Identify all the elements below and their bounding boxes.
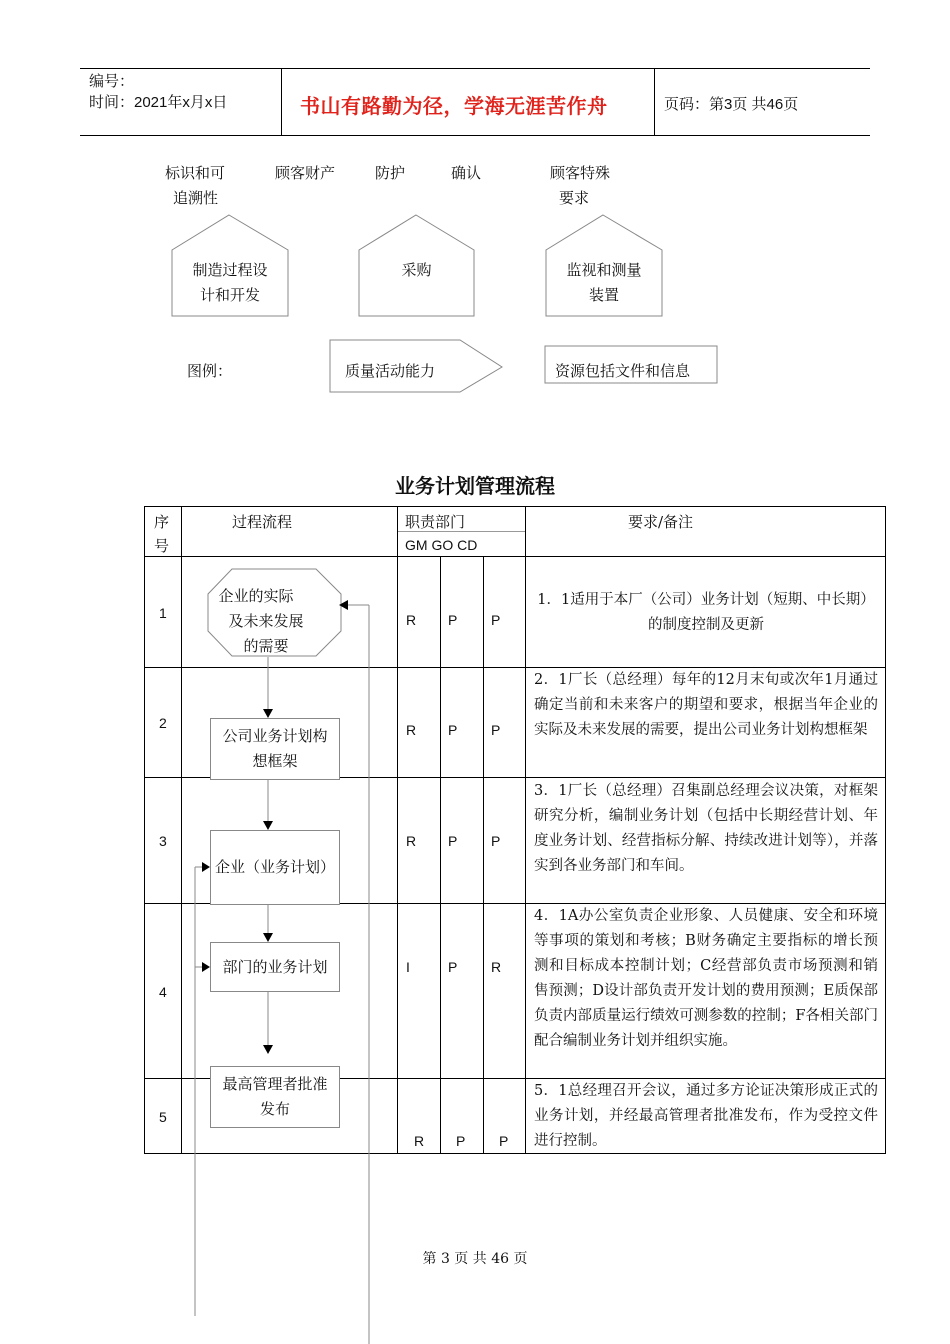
flow-arrowhead xyxy=(263,1045,273,1054)
feedback-arrowhead xyxy=(202,962,210,972)
flow-step-framework xyxy=(210,718,340,780)
role-gm: R xyxy=(406,833,417,849)
row-number: 4 xyxy=(159,984,167,1000)
header-process: 过程流程 xyxy=(232,513,293,531)
diagram-label-customer-property: 顾客财产 xyxy=(275,164,336,182)
flow-step-framework-line2: 想框架 xyxy=(252,752,298,770)
header-seq-2: 号 xyxy=(154,537,170,555)
header-seq-1: 序 xyxy=(154,513,170,531)
diagram-label-special-2: 要求 xyxy=(559,189,590,207)
flow-step-needs-line2: 及未来发展 xyxy=(228,612,304,630)
feedback-arrowhead xyxy=(202,862,210,872)
pentagon-purchase-line1: 采购 xyxy=(401,261,432,279)
row-number: 3 xyxy=(159,833,167,849)
header-page: 页码：第3页 共46页 xyxy=(664,96,799,113)
requirement-text: 5．1总经理召开会议，通过多方论证决策形成正式的业务计划，并经最高管理者批准发布，作为受控文件进行控制。 xyxy=(534,1083,878,1149)
diagram-label-special-1: 顾客特殊 xyxy=(550,164,611,182)
role-gm: R xyxy=(406,722,417,738)
flow-step-dept-plan xyxy=(210,942,340,992)
requirement-text: 1．1适用于本厂（公司）业务计划（短期、中长期）的制度控制及更新 xyxy=(537,592,875,633)
legend-label: 图例： xyxy=(187,362,233,380)
role-cd: R xyxy=(491,959,502,975)
flow-step-enterprise-line1: 企业（业务计划） xyxy=(214,858,335,876)
flow-step-approval-line2: 发布 xyxy=(259,1100,290,1118)
flow-step-framework-line1: 公司业务计划构 xyxy=(222,727,328,745)
header-dept-codes: GM GO CD xyxy=(405,537,478,553)
legend-arrow-text: 质量活动能力 xyxy=(345,362,436,380)
flow-step-needs-line3: 的需要 xyxy=(243,637,289,655)
role-gm: R xyxy=(414,1133,425,1149)
page-footer: 第 3 页 共 46 页 xyxy=(422,1251,528,1267)
diagram-label-traceability-2: 追溯性 xyxy=(173,189,219,207)
role-go: P xyxy=(448,722,458,738)
legend-box-text: 资源包括文件和信息 xyxy=(555,362,691,380)
role-cd: P xyxy=(491,612,501,628)
role-go: P xyxy=(448,612,458,628)
pentagon-monitor-line2: 装置 xyxy=(588,286,619,304)
role-cd: P xyxy=(491,722,501,738)
row-number: 1 xyxy=(159,605,167,621)
role-go: P xyxy=(456,1133,466,1149)
header-motto: 书山有路勤为径，学海无涯苦作舟 xyxy=(300,94,608,118)
pentagon-monitor-line1: 监视和测量 xyxy=(566,261,642,279)
role-go: P xyxy=(448,959,458,975)
flow-step-needs-line1: 企业的实际 xyxy=(218,587,294,605)
row-number: 5 xyxy=(159,1109,167,1125)
diagram-label-protection: 防护 xyxy=(375,164,406,182)
flow-step-needs xyxy=(200,584,320,659)
row-number: 2 xyxy=(159,715,167,731)
requirement-text: 2．1厂长（总经理）每年的12月末旬或次年1月通过确定当前和未来客户的期望和要求，根据当年企业的实际及未来发展的需要，提出公司业务计划构想框架 xyxy=(534,672,878,738)
flow-step-dept-line1: 部门的业务计划 xyxy=(222,957,328,976)
role-go: P xyxy=(448,833,458,849)
flow-step-approval xyxy=(210,1066,340,1128)
header-dept: 职责部门 xyxy=(405,513,466,531)
header-requirements: 要求/备注 xyxy=(628,513,694,531)
role-gm: R xyxy=(406,612,417,628)
flow-step-approval-line1: 最高管理者批准 xyxy=(222,1075,328,1093)
diagram-label-confirm: 确认 xyxy=(451,164,482,182)
pentagon-design-line2: 计和开发 xyxy=(199,286,260,304)
flow-step-enterprise-plan xyxy=(210,830,340,905)
pentagon-design-line1: 制造过程设 xyxy=(192,261,268,279)
header-code: 编号： xyxy=(89,73,135,90)
requirement-text: 3．1厂长（总经理）召集副总经理会议决策，对框架研究分析，编制业务计划（包括中长期经营计划、年度业务计划、经营指标分解、持续改进计划等），并落实到各业务部门和车间。 xyxy=(534,783,878,874)
flow-arrowhead xyxy=(263,709,273,718)
diagram-label-traceability-1: 标识和可 xyxy=(165,164,226,182)
header-time: 时间：2021年x月x日 xyxy=(89,94,228,111)
flow-arrowhead xyxy=(263,933,273,942)
role-cd: P xyxy=(491,833,501,849)
requirement-text: 4．1A办公室负责企业形象、人员健康、安全和环境等事项的策划和考核；B财务确定主要指标的增长预测和目标成本控制计划；C经营部负责市场预测和销售预测；D设计部负责开发计划的费用预测；E质保部负责内部质量运行绩效可测参数的控制；F各相关部门配合编制业务计划并组织实施。 xyxy=(534,908,878,1049)
role-gm: I xyxy=(406,959,410,975)
flow-arrowhead xyxy=(263,821,273,830)
section-title: 业务计划管理流程 xyxy=(395,474,555,498)
role-cd: P xyxy=(499,1133,509,1149)
